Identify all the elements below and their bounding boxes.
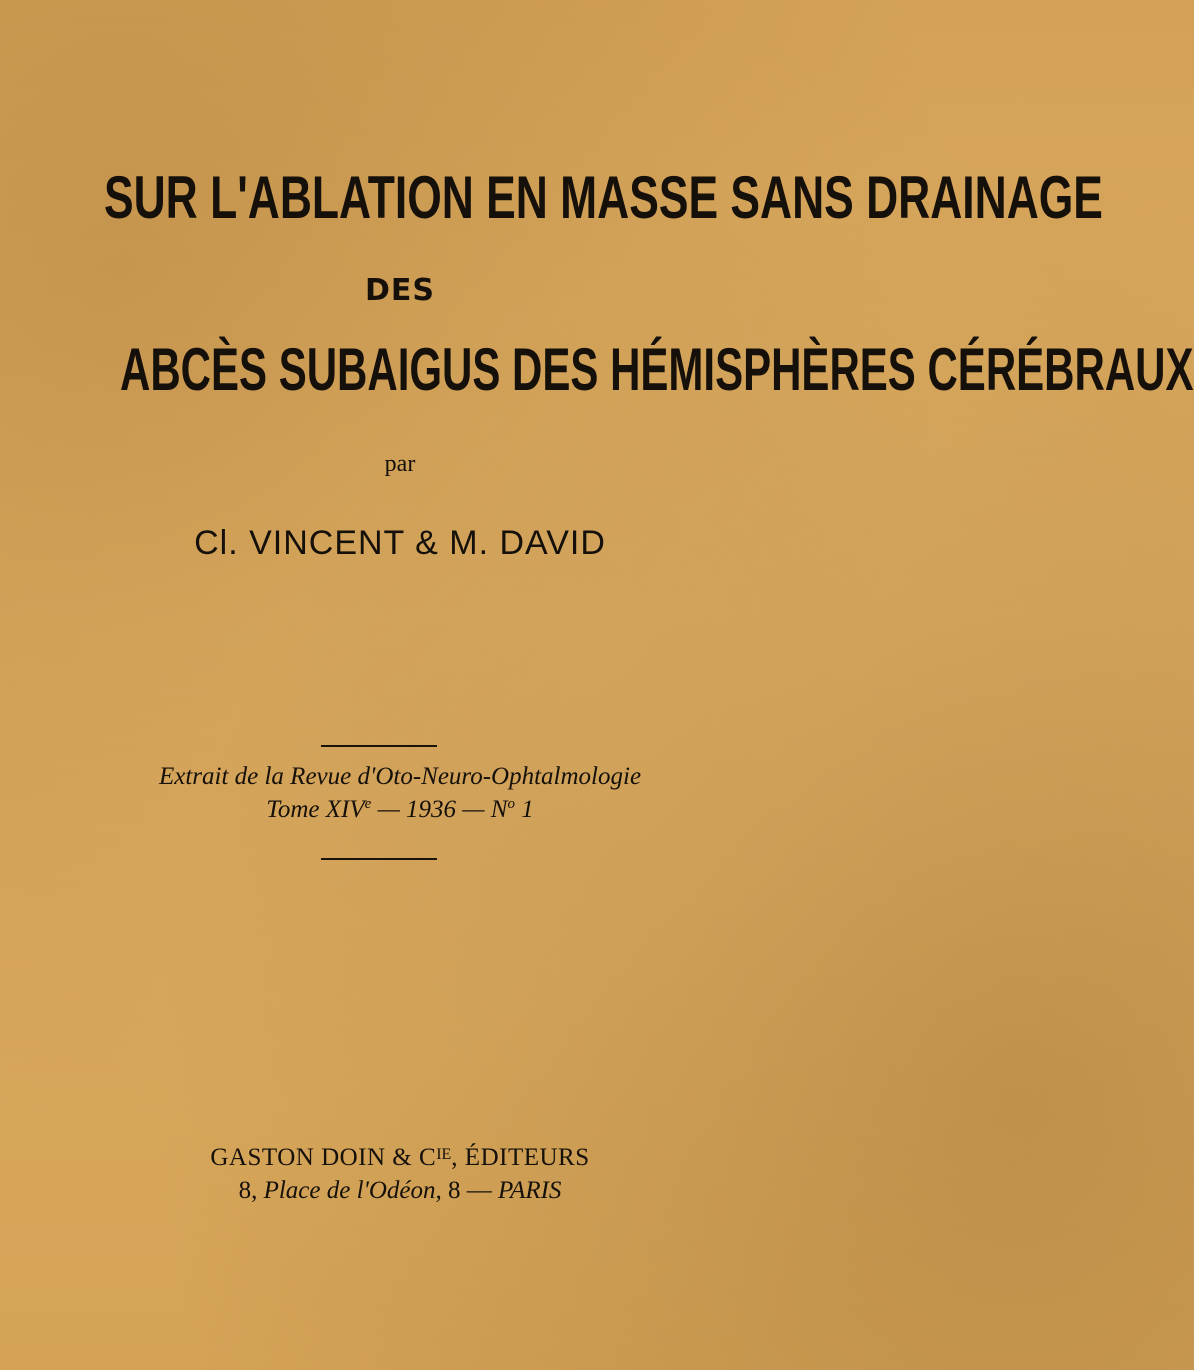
- address-street: Place de l'Odéon,: [263, 1177, 442, 1204]
- title-line-2: DES: [364, 273, 435, 308]
- address-number: 8,: [238, 1177, 264, 1204]
- divider-top: [321, 745, 437, 747]
- tome-superscript: e: [364, 796, 372, 812]
- address-mid: 8 —: [441, 1177, 499, 1204]
- publisher-name: [0, 1145, 800, 1170]
- number-superscript: o: [507, 796, 515, 812]
- publisher-superscript: IE: [436, 1146, 452, 1163]
- byline-par: par: [384, 451, 416, 477]
- authors: Cl. VINCENT & M. DAVID: [194, 524, 606, 562]
- extract-source: Extrait de la Revue d'Oto-Neuro-Ophtalmologie: [158, 763, 642, 790]
- tome-year: — 1936 — N: [371, 796, 508, 823]
- publisher-address: [0, 1178, 800, 1203]
- address-city: PARIS: [498, 1177, 562, 1204]
- title-line-3: ABCÈS SUBAIGUS DES HÉMISPHÈRES CÉRÉBRAUX: [120, 336, 1194, 403]
- publisher-prefix: GASTON DOIN & C: [210, 1144, 437, 1171]
- tome-prefix: Tome XIV: [266, 796, 365, 823]
- issue-number: 1: [514, 796, 534, 823]
- title-line-1: SUR L'ABLATION EN MASSE SANS DRAINAGE: [104, 164, 1103, 231]
- publisher-suffix: , ÉDITEURS: [451, 1144, 590, 1171]
- extract-volume: [0, 797, 800, 822]
- divider-bottom: [321, 858, 437, 860]
